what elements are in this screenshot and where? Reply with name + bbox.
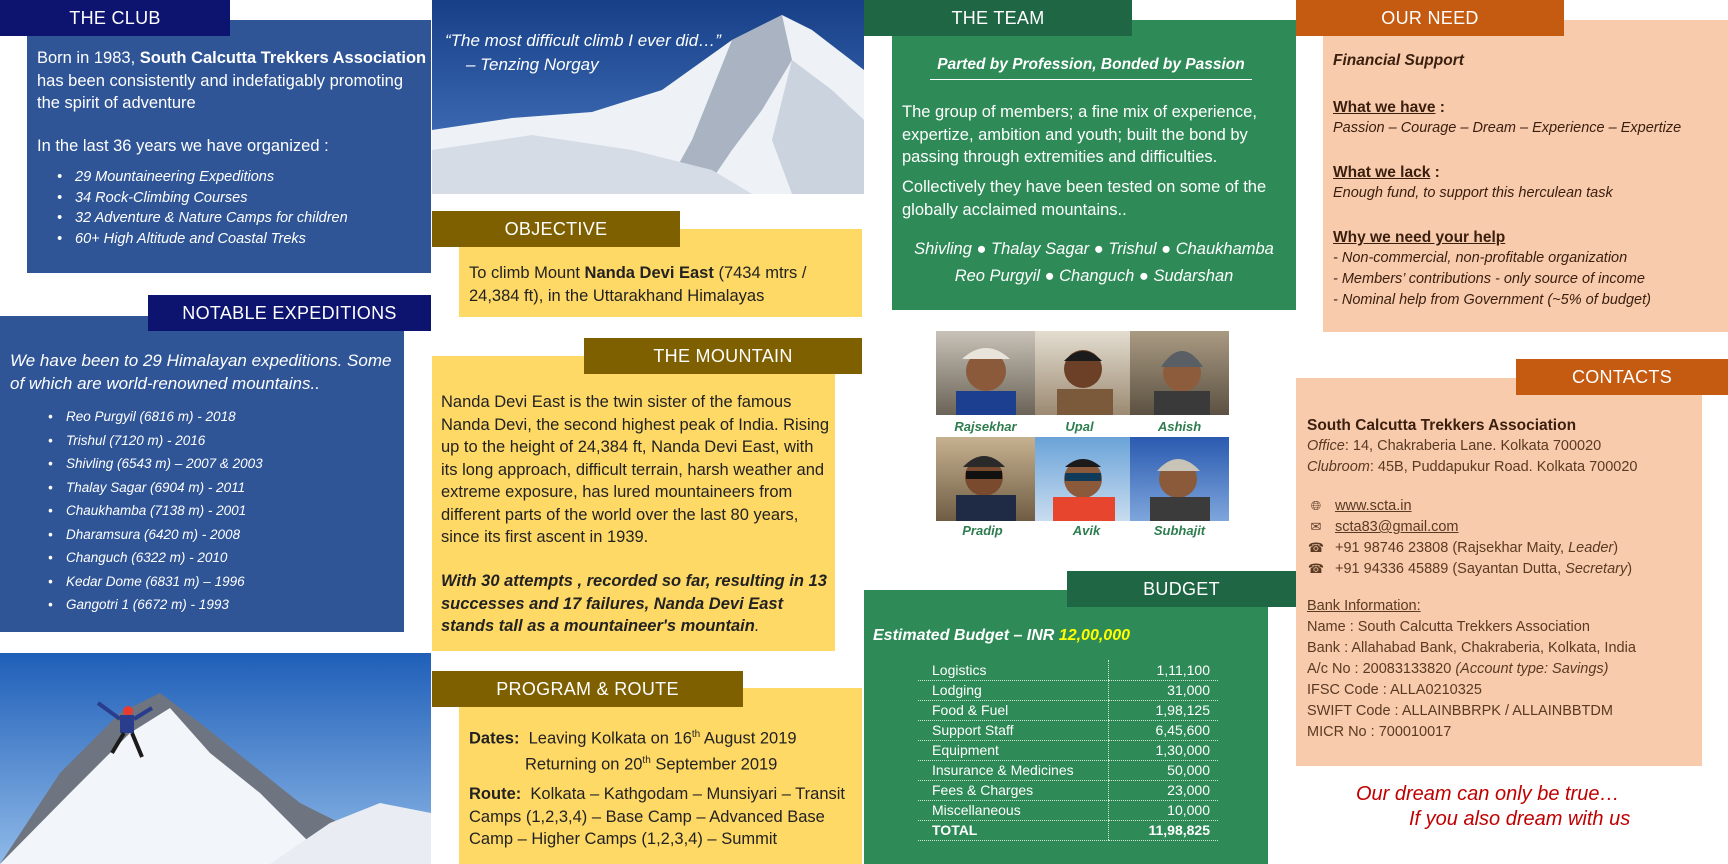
- team-tested: Collectively they have been tested on some of the globally acclaimed mountains..: [902, 178, 1267, 219]
- team-header: THE TEAM: [864, 0, 1132, 36]
- member-name: Pradip: [962, 523, 1003, 538]
- need-have: What we have : Passion – Courage – Dream – Experience – Expertize: [1333, 99, 1682, 136]
- team-peaks-line2: Reo Purgyil ● Changuch ● Sudarshan: [954, 267, 1234, 285]
- member-name: Upal: [1065, 419, 1094, 434]
- quote-text: “The most difficult climb I ever did…”: [445, 31, 721, 50]
- list-item: • 32 Adventure & Nature Camps for children: [55, 208, 348, 229]
- list-item: • Gangotri 1 (6672 m) - 1993: [46, 593, 263, 617]
- phone-number[interactable]: +91 98746 23808: [1335, 540, 1449, 556]
- table-row: Fees & Charges 23,000: [918, 780, 1218, 800]
- member-name: Ashish: [1157, 419, 1202, 434]
- member-name: Rajsekhar: [954, 419, 1017, 434]
- table-row: Food & Fuel 1,98,125: [918, 700, 1218, 720]
- bank-name: Name : South Calcutta Trekkers Association: [1307, 619, 1590, 635]
- table-row: Equipment 1,30,000: [918, 740, 1218, 760]
- expeditions-header: NOTABLE EXPEDITIONS: [148, 295, 431, 331]
- table-row: Support Staff 6,45,600: [918, 720, 1218, 740]
- closing-line1: Our dream can only be true…: [1356, 783, 1620, 805]
- team-peaks-line1: Shivling ● Thalay Sagar ● Trishul ● Chaukhamba: [914, 240, 1274, 258]
- need-lack: What we lack : Enough fund, to support this herculean task: [1333, 164, 1613, 201]
- team-tagline: Parted by Profession, Bonded by Passion: [930, 56, 1252, 80]
- program-route: Route: Kolkata – Kathgodam – Munsiyari – Transit Camps (1,2,3,4) – Base Camp – Advanced Base Camp – Higher Camps (1,2,3,4) – Summit: [469, 785, 846, 848]
- list-item: - Non-commercial, non-profitable organization: [1333, 250, 1628, 266]
- mountain-header: THE MOUNTAIN: [584, 338, 862, 374]
- member-photo-ashish: [1130, 331, 1229, 415]
- contacts-header: CONTACTS: [1516, 359, 1728, 395]
- budget-amount: 12,00,000: [1058, 627, 1130, 644]
- phone-icon: ☎︎: [1307, 561, 1325, 576]
- need-why: Why we need your help - Non-commercial, non-profitable organization - Members’ contributions - only source of income - Nominal help from Government (~5% of budget): [1333, 227, 1651, 311]
- email-link[interactable]: scta83@gmail.com: [1335, 519, 1459, 535]
- climber-illustration: [0, 653, 431, 864]
- expeditions-intro: We have been to 29 Himalayan expeditions. Some of which are world-renowned mountains..: [10, 351, 392, 393]
- list-item: • Dharamsura (6420 m) - 2008: [46, 523, 263, 547]
- list-item: • 29 Mountaineering Expeditions: [55, 167, 348, 188]
- objective-text: To climb Mount Nanda Devi East (7434 mtrs / 24,384 ft), in the Uttarakhand Himalayas: [469, 264, 807, 305]
- phone-number[interactable]: +91 94336 45889: [1335, 561, 1449, 577]
- list-item: • Kedar Dome (6831 m) – 1996: [46, 570, 263, 594]
- quote-author: – Tenzing Norgay: [466, 55, 599, 74]
- budget-title: Estimated Budget – INR 12,00,000: [873, 627, 1130, 644]
- mountain-description: Nanda Devi East is the twin sister of the famous Nanda Devi, the second highest peak of India. Rising up to the height of 24,384 ft, Nanda Devi East, with its long approach, difficult terrain, harsh weather and extreme exposure, has lured mountaineers from different parts of the world over the last 80 years, since its first ascent in 1939.: [441, 393, 829, 546]
- list-item: • Thalay Sagar (6904 m) - 2011: [46, 476, 263, 500]
- contacts-info: South Calcutta Trekkers Association Office: 14, Chakraberia Lane. Kolkata 700020 Clubroom: 45B, Puddapukur Road. Kolkata 700020 🌐︎ www.scta.in ✉︎ scta83@gmail.com ☎︎ +91 98746 23808 (Rajsekhar Maity, Leader) ☎︎ +91 94336 45889 (Sayantan Dutta, Secretary) Bank Information: Name : South Calcutta Trekkers Association Bank : Allahabad Bank, Chakraberia, Kolkata, India A/c No : 20083133820 (Account type: Savings) IFSC Code : ALLA0210325 SWIFT Code : ALLAINBBRPK / ALLAINBBTDM MICR No : 700010017: [1307, 415, 1697, 743]
- list-item: • Reo Purgyil (6816 m) - 2018: [46, 405, 263, 429]
- bank-account: A/c No : 20083133820 (Account type: Savings): [1307, 661, 1609, 677]
- member-photo-upal: [1035, 331, 1134, 415]
- climber-photo: [0, 653, 431, 864]
- club-intro: Born in 1983, South Calcutta Trekkers Association has been consistently and indefatigably promoting the spirit of adventure: [37, 49, 427, 112]
- program-header: PROGRAM & ROUTE: [432, 671, 743, 707]
- bank-ifsc: IFSC Code : ALLA0210325: [1307, 682, 1482, 698]
- club-organized: In the last 36 years we have organized :: [37, 137, 329, 155]
- objective-header: OBJECTIVE: [432, 211, 680, 247]
- list-item: • 34 Rock-Climbing Courses: [55, 188, 348, 209]
- table-row: Insurance & Medicines 50,000: [918, 760, 1218, 780]
- contact-office: Office: 14, Chakraberia Lane. Kolkata 700020: [1307, 438, 1602, 454]
- list-item: • Trishul (7120 m) - 2016: [46, 429, 263, 453]
- bank-swift: SWIFT Code : ALLAINBBRPK / ALLAINBBTDM: [1307, 703, 1613, 719]
- list-item: - Nominal help from Government (~5% of budget): [1333, 292, 1651, 308]
- list-item: • 60+ High Altitude and Coastal Treks: [55, 229, 348, 250]
- contact-clubroom: Clubroom: 45B, Puddapukur Road. Kolkata 700020: [1307, 459, 1638, 475]
- phone-icon: ☎︎: [1307, 540, 1325, 555]
- bank-header: Bank Information:: [1307, 598, 1421, 614]
- team-description: The group of members; a fine mix of experience, expertize, ambition and youth; built the bond by passing through extremities and difficulties.: [902, 103, 1257, 166]
- nanda-devi-photo: [432, 0, 864, 194]
- budget-header: BUDGET: [1067, 571, 1296, 607]
- list-item: • Shivling (6543 m) – 2007 & 2003: [46, 452, 263, 476]
- list-item: - Members’ contributions - only source of income: [1333, 271, 1645, 287]
- closing-line2: If you also dream with us: [1409, 808, 1631, 830]
- mountain-emphasis: With 30 attempts , recorded so far, resulting in 13 successes and 17 failures, Nanda Devi East stands tall as a mountaineer's mountain.: [441, 572, 827, 635]
- need-header: OUR NEED: [1296, 0, 1564, 36]
- member-name: Subhajit: [1153, 523, 1206, 538]
- table-row: Miscellaneous 10,000: [918, 800, 1218, 820]
- list-item: • Chaukhamba (7138 m) - 2001: [46, 499, 263, 523]
- website-link[interactable]: www.scta.in: [1335, 498, 1412, 514]
- table-row: Logistics 1,11,100: [918, 660, 1218, 680]
- list-item: • Changuch (6322 m) - 2010: [46, 546, 263, 570]
- member-photo-subhajit: [1130, 437, 1229, 521]
- member-photo-rajsekhar: [936, 331, 1035, 415]
- table-total-row: TOTAL 11,98,825: [918, 820, 1218, 840]
- mountain-illustration: [432, 0, 864, 194]
- member-photo-pradip: [936, 437, 1035, 521]
- member-photo-avik: [1035, 437, 1134, 521]
- envelope-icon: ✉︎: [1310, 519, 1322, 534]
- globe-icon: 🌐︎: [1310, 498, 1322, 513]
- contact-org: South Calcutta Trekkers Association: [1307, 417, 1577, 434]
- bank-bank: Bank : Allahabad Bank, Chakraberia, Kolkata, India: [1307, 640, 1636, 656]
- table-row: Lodging 31,000: [918, 680, 1218, 700]
- club-list: [55, 167, 348, 249]
- member-name: Avik: [1072, 523, 1101, 538]
- expeditions-list: [46, 405, 263, 617]
- bank-micr: MICR No : 700010017: [1307, 724, 1452, 740]
- budget-table: [918, 660, 1218, 841]
- club-name: South Calcutta Trekkers Association: [139, 49, 427, 67]
- club-header: THE CLUB: [0, 0, 230, 36]
- need-title: Financial Support: [1333, 52, 1464, 69]
- program-dates: Dates: Leaving Kolkata on 16th August 2019 Returning on 20th September 2019: [469, 729, 797, 774]
